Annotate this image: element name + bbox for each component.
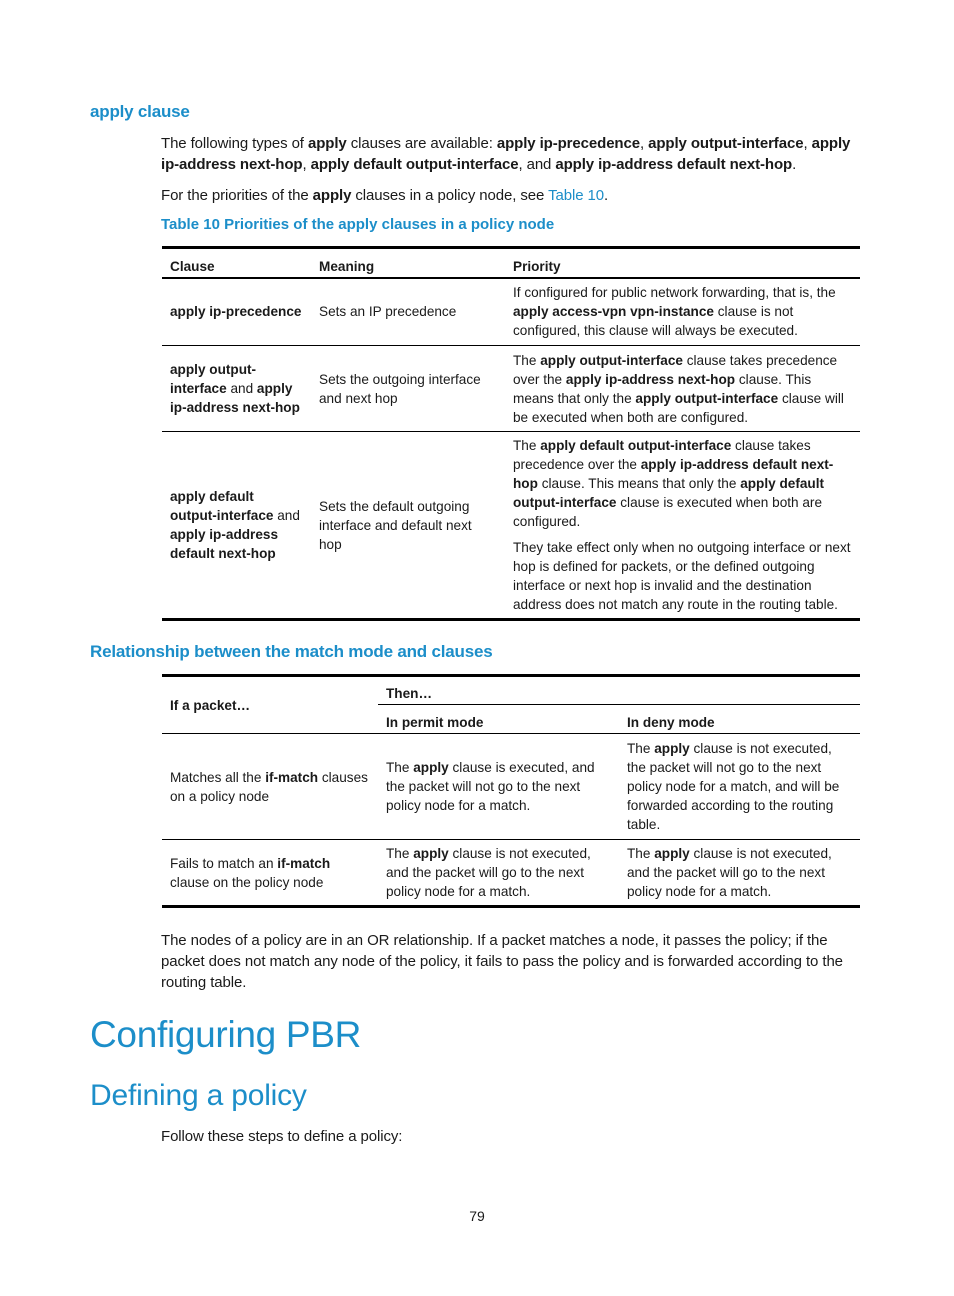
header-if-packet: If a packet… <box>162 676 378 734</box>
priorities-table <box>162 246 860 621</box>
clause-cell: apply ip-precedence <box>170 304 302 320</box>
permit-cell: The apply clause is not executed, and the packet will go to the next policy node for a match. <box>386 846 591 899</box>
table-row <box>162 432 860 620</box>
chapter-title: Configuring PBR <box>90 1014 362 1055</box>
header-meaning: Meaning <box>319 258 375 274</box>
table-row <box>162 346 860 432</box>
table-10-link[interactable]: Table 10 <box>548 187 604 204</box>
table-row <box>162 734 860 840</box>
priorities-paragraph: For the priorities of the apply clauses in a policy node, see Table 10. <box>161 187 609 204</box>
priority-cell: If configured for public network forwarding, that is, the apply access-vpn vpn-instance clause is not configured, this clause will always be executed. <box>513 285 836 339</box>
deny-cell: The apply clause is not executed, and the packet will go to the next policy node for a match. <box>627 846 832 899</box>
meaning-cell: Sets an IP precedence <box>319 304 457 320</box>
page-number: 79 <box>469 1208 485 1224</box>
packet-cell: Matches all the if-match clauses on a policy node <box>170 769 368 804</box>
table-row <box>162 278 860 346</box>
table-10-caption: Table 10 Priorities of the apply clauses in a policy node <box>161 216 555 233</box>
header-clause: Clause <box>170 258 215 274</box>
header-permit-mode: In permit mode <box>386 715 484 730</box>
clause-cell: apply default output-interface and apply ip-address default next-hop <box>170 489 300 561</box>
priority-paragraph: The apply default output-interface clause takes precedence over the apply ip-address default next-hop clause. This means that only the apply default output-interface clause is executed when both are configured. <box>513 438 834 529</box>
apply-types-paragraph: The following types of apply clauses are available: apply ip-precedence, apply output-interface, apply ip-address next-hop, apply default output-interface, and apply ip-address default next-hop. <box>161 135 851 173</box>
table-header-row <box>162 676 860 705</box>
meaning-cell: Sets the outgoing interface and next hop <box>319 371 481 406</box>
priority-paragraph: They take effect only when no outgoing interface or next hop is defined for packets, or the defined outgoing interface or next hop is invalid and the destination address does not match any route in the routing table. <box>513 540 851 612</box>
header-deny-mode: In deny mode <box>627 715 715 730</box>
section-title: Defining a policy <box>90 1079 307 1112</box>
table-header-row <box>162 248 860 278</box>
header-then: Then… <box>378 676 860 705</box>
section-heading-apply-clause: apply clause <box>90 102 190 121</box>
meaning-cell: Sets the default outgoing interface and default next hop <box>319 498 472 552</box>
steps-intro-paragraph: Follow these steps to define a policy: <box>161 1128 403 1145</box>
match-mode-table <box>162 674 860 908</box>
deny-cell: The apply clause is not executed, the packet will not go to the next policy node for a match, and will be forwarded according to the routing table. <box>627 741 840 832</box>
clause-cell: apply output-interface and apply ip-address next-hop <box>170 362 300 415</box>
header-priority: Priority <box>513 258 561 274</box>
priority-cell: The apply output-interface clause takes precedence over the apply ip-address next-hop clause. This means that only the apply output-interface clause will be executed when both are configured. <box>513 352 844 425</box>
packet-cell: Fails to match an if-match clause on the policy node <box>170 855 331 890</box>
section-heading-relationship: Relationship between the match mode and clauses <box>90 642 493 661</box>
priority-cell <box>505 432 860 620</box>
permit-cell: The apply clause is executed, and the packet will not go to the next policy node for a match. <box>386 760 595 813</box>
table-row <box>162 840 860 907</box>
or-relationship-paragraph: The nodes of a policy are in an OR relationship. If a packet matches a node, it passes the policy; if the packet does not match any node of the policy, it fails to pass the policy and is forwarded according to the routing table. <box>161 932 843 991</box>
